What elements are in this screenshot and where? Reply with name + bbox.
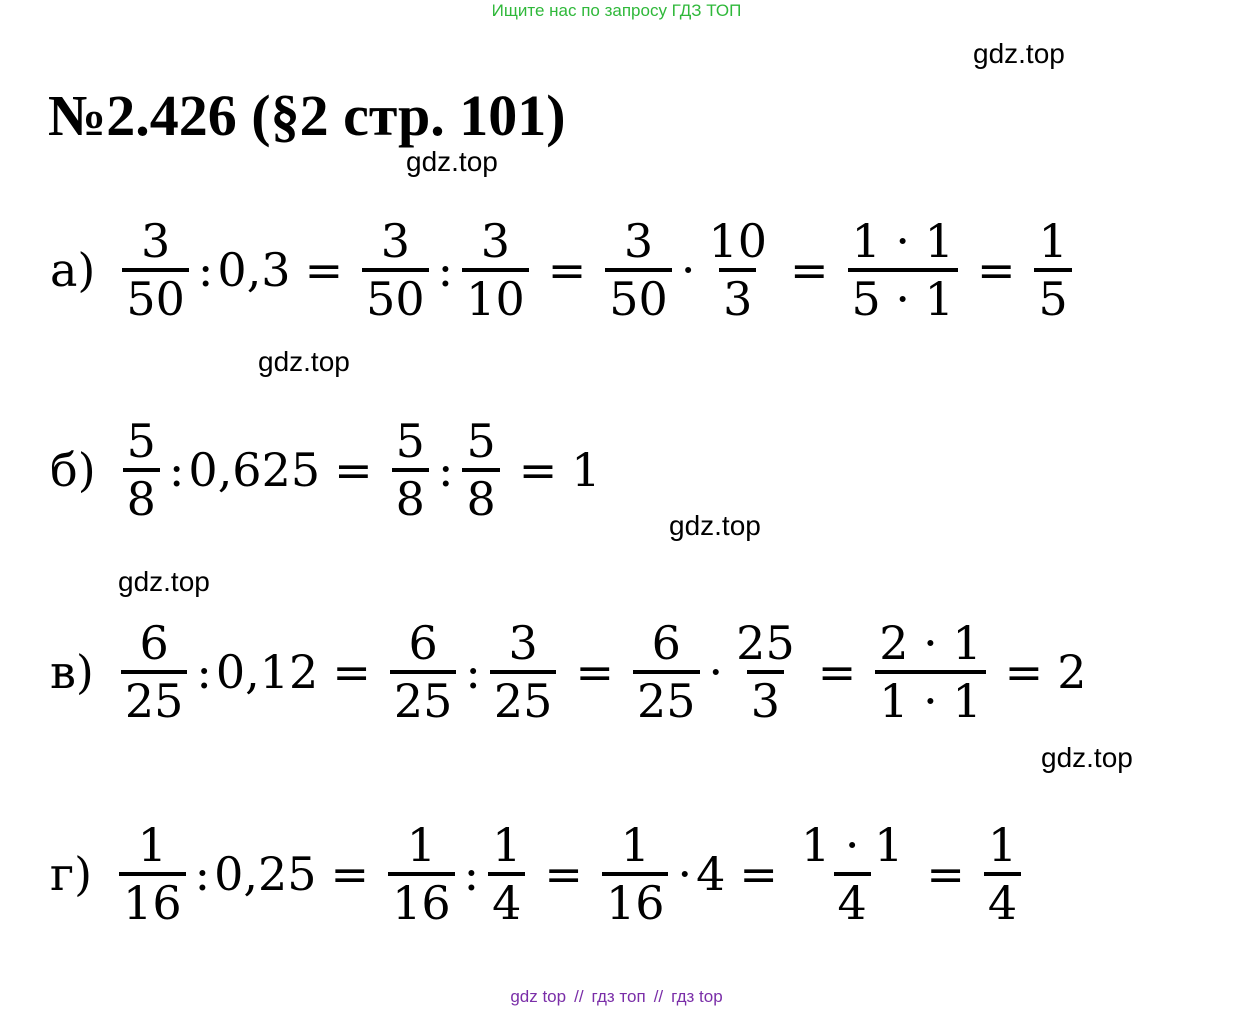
fraction: $\frac{3}{10}$ [462, 218, 529, 322]
result-value: 2 [1057, 645, 1087, 699]
equals-sign: = [332, 645, 371, 699]
decimal-number: 0,25 [214, 847, 317, 901]
multiplier-value: 4 [696, 847, 726, 901]
fraction: $\frac{5}{8}$ [123, 418, 160, 522]
equation-row-a [50, 214, 1077, 326]
row-label: в) [50, 645, 94, 699]
row-label: г) [50, 847, 93, 901]
fraction: $\frac{2 \cdot 1}{1 \cdot 1}$ [875, 620, 985, 724]
decimal-number: 0,3 [217, 243, 291, 297]
decimal-number: 0,12 [215, 645, 319, 699]
multiply-sign: · [680, 243, 696, 297]
fraction: $\frac{1}{16}$ [602, 822, 669, 926]
footer-link[interactable]: gdz top [510, 987, 567, 1006]
row-label: б) [50, 443, 96, 497]
equals-sign: = [304, 243, 344, 297]
multiply-sign: · [708, 645, 724, 699]
equals-sign: = [518, 443, 558, 497]
divide-sign: : [437, 243, 454, 297]
fraction: $\frac{5}{8}$ [392, 418, 429, 522]
divide-sign: : [197, 243, 214, 297]
fraction: $\frac{10}{3}$ [708, 214, 767, 326]
equals-sign: = [1004, 645, 1044, 699]
footer-separator: // [574, 987, 584, 1006]
divide-sign: : [463, 847, 480, 901]
divide-sign: : [465, 645, 481, 699]
equals-sign: = [789, 243, 829, 297]
fraction: $\frac{6}{25}$ [633, 620, 700, 724]
watermark: gdz.top [669, 510, 761, 541]
divide-sign: : [437, 443, 454, 497]
divide-sign: : [196, 645, 212, 699]
equals-sign: = [544, 847, 583, 901]
footer-separator: // [653, 987, 664, 1006]
fraction: $\frac{1}{16}$ [388, 822, 455, 926]
fraction: $\frac{5}{8}$ [462, 418, 499, 522]
watermark: gdz.top [258, 346, 350, 377]
fraction: $\frac{1}{16}$ [119, 822, 186, 926]
divide-sign: : [168, 443, 185, 497]
fraction: $\frac{25}{3}$ [736, 616, 795, 728]
equals-sign: = [926, 847, 965, 901]
row-label: а) [50, 243, 96, 297]
equals-sign: = [817, 645, 857, 699]
search-banner: Ищите нас по запросу ГДЗ ТОП [491, 1, 742, 20]
page-title: №2.426 (§2 стр. 101) [48, 83, 566, 148]
fraction: $\frac{1}{4}$ [984, 822, 1021, 926]
equals-sign: = [575, 645, 614, 699]
footer-links [0, 987, 1233, 1007]
watermark: gdz.top [118, 566, 210, 597]
equals-sign: = [739, 847, 778, 901]
equals-sign: = [547, 243, 587, 297]
fraction: $\frac{6}{25}$ [121, 620, 188, 724]
watermark: gdz.top [973, 38, 1065, 69]
fraction: $\frac{1 \cdot 1}{4}$ [800, 818, 904, 930]
equals-sign: = [334, 443, 373, 497]
fraction: $\frac{3}{50}$ [362, 218, 429, 322]
equals-sign: = [976, 243, 1016, 297]
fraction: $\frac{6}{25}$ [390, 620, 457, 724]
footer-link[interactable]: гдз top [671, 987, 723, 1006]
fraction: $\frac{3}{25}$ [490, 620, 557, 724]
fraction: $\frac{3}{50}$ [122, 218, 189, 322]
equation-row-g [50, 818, 1026, 930]
fraction: $\frac{1 \cdot 1}{5 \cdot 1}$ [848, 218, 958, 322]
watermark: gdz.top [1041, 742, 1133, 773]
decimal-number: 0,625 [188, 443, 321, 497]
result-value: 1 [571, 443, 601, 497]
fraction: $\frac{3}{50}$ [605, 218, 672, 322]
equals-sign: = [330, 847, 370, 901]
fraction: $\frac{1}{4}$ [488, 822, 525, 926]
fraction: $\frac{1}{5}$ [1034, 218, 1071, 322]
multiply-sign: · [677, 847, 693, 901]
footer-link[interactable]: гдз топ [591, 987, 646, 1006]
equation-row-v [50, 616, 1087, 728]
divide-sign: : [194, 847, 211, 901]
equation-row-b [50, 414, 601, 526]
watermark: gdz.top [406, 146, 498, 177]
